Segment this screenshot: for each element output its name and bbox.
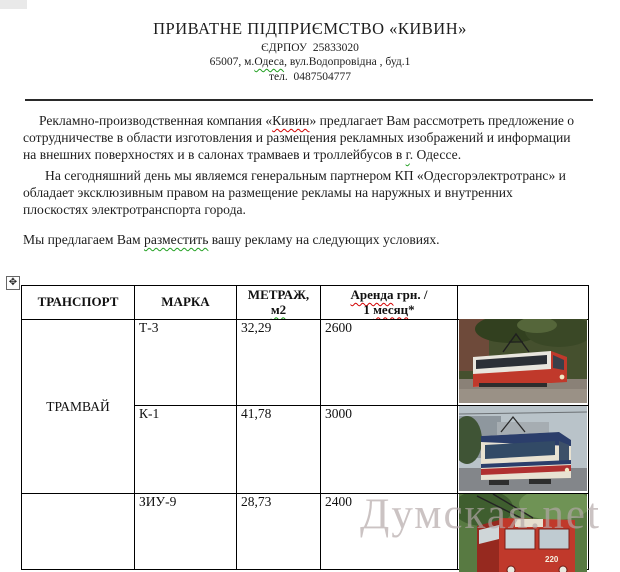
text-segment: , вул.Водопровідна , буд.1 (284, 56, 411, 68)
letterhead (0, 19, 620, 83)
tram-k1-photo (459, 406, 587, 491)
paragraph-partner: На сегодняшний день мы являемся генеральным партнером КП «Одесгорэлектротранс» и обладает эксклюзивным правом на размещение рекламы на наружных и внутренних плоскостях электротранспорта города. (23, 168, 566, 217)
price-cell-ziu9: 2400 (321, 494, 458, 570)
paragraph-offer (23, 231, 575, 248)
trolleybus-ziu9-image (459, 494, 587, 572)
text-segment: разместить (144, 232, 209, 247)
divider-line (25, 99, 593, 101)
letter-body (23, 112, 575, 248)
col-header-transport: ТРАНСПОРТ (22, 286, 135, 320)
col-header-mark: МАРКА (135, 286, 237, 320)
text-segment: Кивин (272, 113, 310, 128)
col-header-area (237, 286, 321, 320)
mark-cell-k1: К-1 (135, 406, 237, 494)
text-segment: грн. / (393, 287, 428, 302)
letterhead-edrpou: ЄДРПОУ 25833020 (261, 41, 359, 54)
tram-t3-image (459, 319, 587, 403)
col-header-rent (321, 286, 458, 320)
text-segment: * (408, 301, 415, 317)
mark-cell-t3: Т-3 (135, 320, 237, 406)
tram-t3-photo (459, 319, 587, 403)
text-segment: . Одессе. (409, 147, 462, 162)
price-cell-k1: 3000 (321, 406, 458, 494)
table-move-handle-icon[interactable]: ✥ (6, 276, 20, 290)
col-header-photo (458, 286, 589, 320)
rent-header-line2 (323, 303, 455, 318)
text-segment: м2 (270, 301, 287, 317)
text-segment: месяц (373, 301, 409, 317)
paragraph-intro (23, 112, 575, 163)
area-header-line1: МЕТРАЖ, (247, 287, 310, 302)
area-cell-ziu9: 28,73 (237, 494, 321, 570)
text-segment: Мы предлагаем Вам (23, 232, 145, 247)
trolleybus-number: 220 (545, 555, 559, 564)
watermark-text: Думская.net (360, 491, 601, 538)
screen-corner-artifact (0, 0, 27, 9)
rent-header-line1 (323, 288, 455, 303)
mark-cell-ziu9: ЗИУ-9 (135, 494, 237, 570)
area-cell-t3: 32,29 (237, 320, 321, 406)
text-segment: 1 (363, 301, 374, 317)
table-header-row (22, 286, 589, 320)
letterhead-address (0, 56, 620, 68)
transport-group-tram: ТРАМВАЙ (22, 320, 135, 494)
tram-k1-image (459, 406, 587, 491)
trolleybus-ziu9-photo (459, 494, 587, 572)
area-cell-k1: 41,78 (237, 406, 321, 494)
transport-group-trolleybus-cell (22, 494, 135, 570)
text-segment: Рекламно-производственная компания « (39, 113, 273, 128)
text-segment: Одеса (254, 56, 285, 68)
company-title: ПРИВАТНЕ ПІДПРИЄМСТВО «КИВИН» (153, 19, 467, 38)
text-segment: Аренда (350, 287, 394, 302)
text-segment: г (405, 147, 410, 162)
text-segment: » предлагает Вам рассмотреть предложение о сотрудничестве в области изготовления и размещения рекламных изображений и информации на внешних поверхностях и в салонах трамваев и троллейбусов в (23, 113, 575, 162)
letterhead-phone: тел. 0487504777 (269, 70, 351, 83)
text-segment: 65007, м. (209, 56, 255, 68)
text-segment: вашу рекламу на следующих условиях. (208, 232, 440, 247)
price-cell-t3: 2600 (321, 320, 458, 406)
area-header-line2 (239, 303, 318, 318)
